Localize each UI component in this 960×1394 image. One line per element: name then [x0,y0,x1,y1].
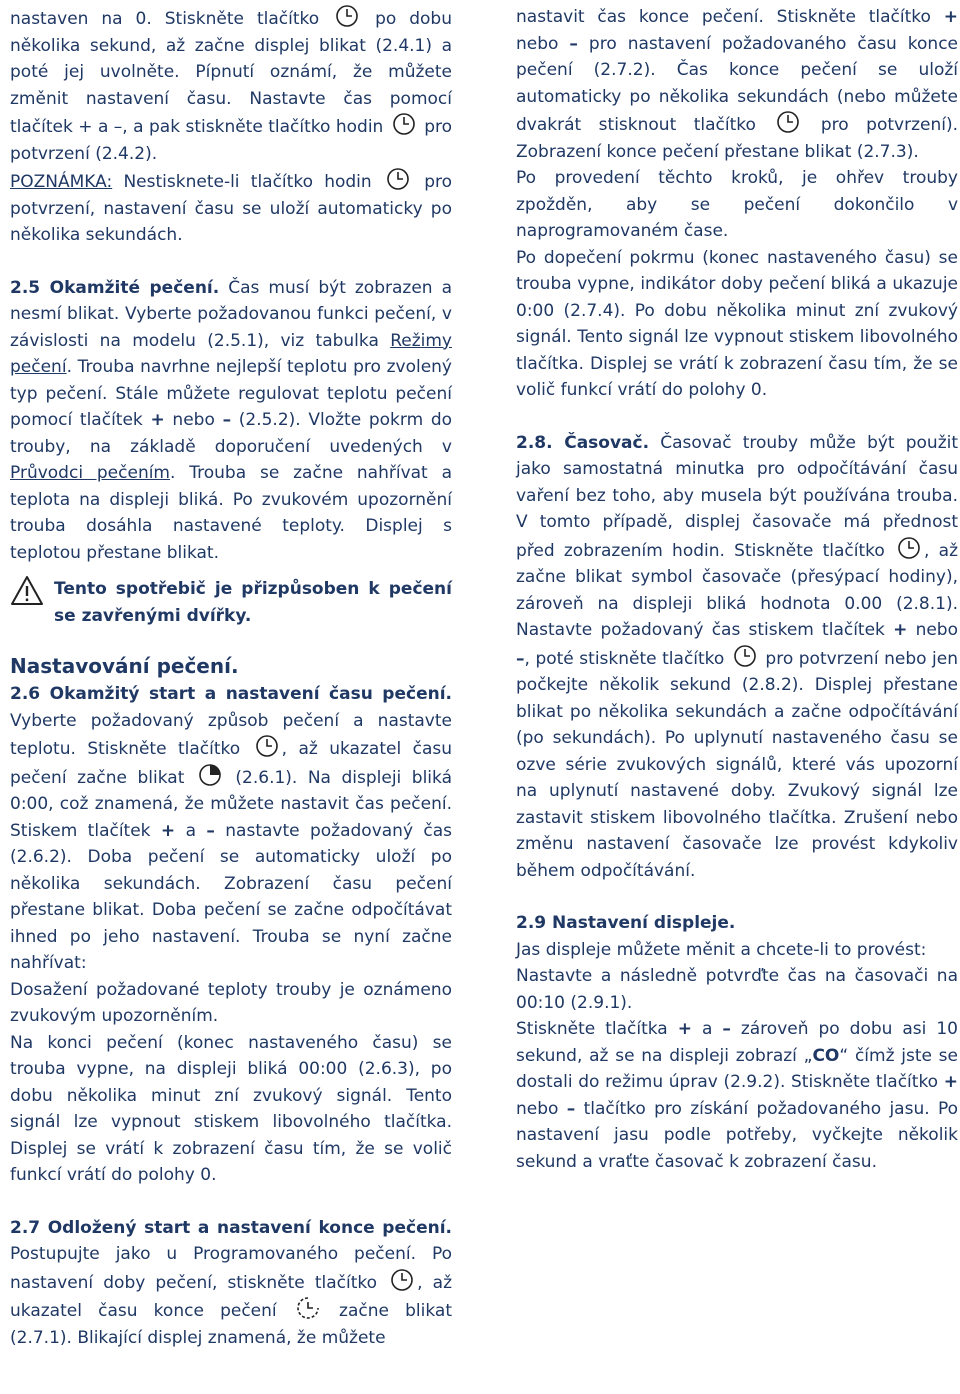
clock-icon [386,167,410,191]
section-2-9-intro: Jas displeje můžete měnit a chcete-li to provést: [516,939,927,960]
clock-icon [390,1268,414,1292]
section-2-6-temp: Dosažení požadované teploty trouby je oznámeno zvukovým upozorněním. [10,979,452,1026]
clock-icon [776,110,800,134]
end-of-cooking-paragraph: Po dopečení pokrmu (konec nastaveného času) se trouba vypne, indikátor doby pečení bliká a ukazuje 0:00 (2.7.4). Po dobu několika minut zní zvukový signál. Tento signál lze vypnout stiskem libovolného tlačítka. Displej se vrátí k zobrazení času tím, že se volič funkcí vrátí do polohy 0. [516,247,958,400]
cooking-time-indicator-icon [198,763,222,787]
warning-text: Tento spotřebič je přizpůsoben k pečení se zavřenými dvířky. [54,579,452,626]
link-pruvodce-pecenim: Průvodci pečením [10,463,170,483]
section-2-6-end: Na konci pečení (konec nastaveného času) se trouba vypne, na displeji bliká 00:00 (2.6.3), po dobu několika minut zní zvukový signál. Tento signál lze vypnout stiskem libovolného tlačítka. Displej se vrátí k zobrazení času tím, že se volič funkcí vrátí do polohy 0. [10,1032,452,1185]
settings-title: Nastavování pečení. [10,654,239,678]
left-column [10,4,452,1351]
section-2-9 [516,910,958,937]
section-2-7-cont: nastavit čas konce pečení. Stiskněte tlačítko + nebo – pro nastavení požadovaného času konce pečení (2.7.2). Čas konce pečení se uloží automaticky po několika sekundách (nebo můžete dvakrát stisknout tlačítko pro potvrzení). Zobrazení konce pečení přestane blikat (2.7.3). [516,7,958,162]
section-heading: 2.9 Nastavení displeje. [516,913,736,933]
clock-setting-paragraph: nastaven na 0. Stiskněte tlačítko po dobu několika sekund, až začne displej blikat (2.4.1) a poté jej uvolněte. Pípnutí oznámí, že můžete změnit nastavení času. Nastavte čas pomocí tlačítek + a –, a pak stiskněte tlačítko hodin pro potvrzení (2.4.2). [10,4,452,167]
end-time-indicator-icon [296,1296,320,1320]
note-paragraph: POZNÁMKA: Nestisknete-li tlačítko hodin pro potvrzení, nastavení času se uloží automaticky po několika sekundách. [10,167,452,249]
section-2-5: 2.5 Okamžité pečení. Čas musí být zobrazen a nesmí blikat. Vyberte požadovanou funkci pečení, v závislosti na modelu (2.5.1), viz tabulka Režimy pečení. Trouba navrhne nejlepší teplotu pro zvolený typ pečení. Stále můžete regulovat teplotu pečení pomocí tlačítek + nebo – (2.5.2). Vložte pokrm do trouby, na základě doporučení uvedených v Průvodci pečením. Trouba se začne nahřívat a teplota na displeji bliká. Po zvukovém upozornění trouba dosáhla nastavené teploty. Displej s teplotou přestane blikat. [10,277,453,563]
section-2-9-step1: Nastavte a následně potvrďte čas na časovači na 00:10 (2.9.1). [516,966,958,1013]
clock-icon [733,644,757,668]
clock-icon [255,734,279,758]
warning-box [10,576,452,629]
delayed-start-paragraph: Po provedení těchto kroků, je ohřev trouby zpožděn, aby se pečení dokončilo v naprogramovaném čase. [516,168,958,241]
warning-icon [10,574,44,608]
section-2-8: 2.8. Časovač. Časovač trouby může být použit jako samostatná minutka pro odpočítávání času vaření bez toho, aby musela být používána trouba. V tomto případě, displej časovače má přednost před zobrazením hodin. Stiskněte tlačítko , až začne blikat symbol časovače (přesýpací hodiny), zároveň na displeji bliká hodnota 0.00 (2.8.1). Nastavte požadovaný čas stiskem tlačítek + nebo –, poté stiskněte tlačítko pro potvrzení nebo jen počkejte několik sekund (2.8.2). Displej přestane blikat po několika sekundách a začne odpočítávání (po sekundách). Po uplynutí nastaveného času se ozve série zvukových signálů, které vás upozorní na uplynutí nastavené doby. Zvukový signál lze zastavit stiskem libovolného tlačítka. Zrušení nebo změnu nastavení časovače lze provést kdykoliv během odpočítávání. [516,432,959,881]
clock-icon [392,112,416,136]
clock-icon [897,536,921,560]
section-heading: 2.7 Odložený start a nastavení konce pečení. [10,1217,452,1238]
right-column [516,4,958,1175]
section-heading: 2.5 Okamžité pečení. [10,277,220,298]
section-heading: 2.6 Okamžitý start a nastavení času pečení. [10,684,452,704]
section-2-7: 2.7 Odložený start a nastavení konce pečení. Postupujte jako u Programovaného pečení. Po nastavení doby pečení, stiskněte tlačítko , až ukazatel času konce pečení začne blikat (2.7.1). Blikající displej znamená, že můžete [10,1217,453,1348]
link-rezimy-peceni: Režimy pečení [10,330,452,377]
section-heading: 2.8. Časovač. [516,432,650,453]
section-2-6: 2.6 Okamžitý start a nastavení času pečení. Vyberte požadovaný způsob pečení a nastavte teplotu. Stiskněte tlačítko , až ukazatel času pečení začne blikat (2.6.1). Na displeji bliká 0:00, což znamená, že můžete nastavit čas pečení. Stiskem tlačítek + a – nastavte požadovaný čas (2.6.2). Doba pečení se automaticky uloží po několika sekundách. Zobrazení času pečení přestane blikat. Doba pečení se začne odpočítávat ihned po jeho nastavení. Trouba se nyní začne nahřívat: [10,684,453,973]
clock-icon [335,4,359,28]
section-2-9-step2: Stiskněte tlačítka + a – zároveň po dobu asi 10 sekund, až se na displeji zobrazí „CO“ čímž jste se dostali do režimu úprav (2.9.2). Stiskněte tlačítko + nebo – tlačítko pro získání požadovaného jasu. Po nastavení jasu podle potřeby, vyčkejte několik sekund a vraťte časovač k zobrazení času. [516,1019,958,1172]
